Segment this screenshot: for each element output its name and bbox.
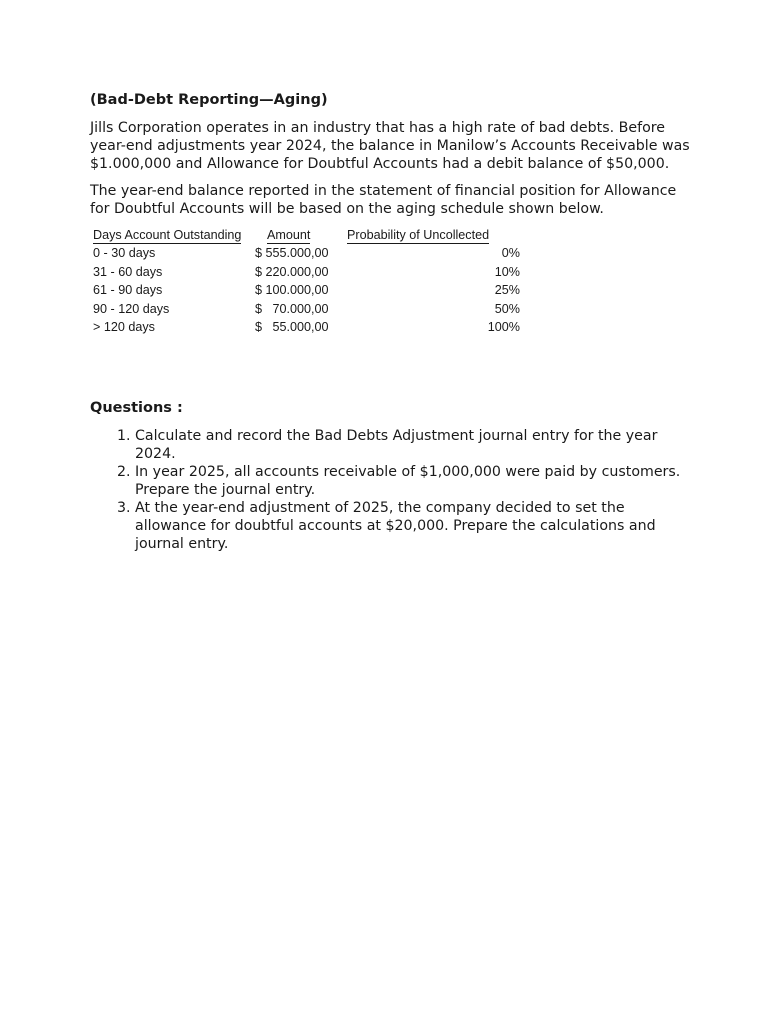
row-probability: 25% bbox=[494, 283, 520, 297]
question-item: 2. In year 2025, all accounts receivable of $1,000,000 were paid by customers. Prepare the journal entry. bbox=[135, 463, 690, 499]
document-page bbox=[90, 91, 690, 553]
row-probability: 0% bbox=[501, 246, 520, 260]
row-amount: $ 100.000,00 bbox=[255, 283, 329, 297]
aging-description-paragraph: The year-end balance reported in the statement of financial position for Allowance for Doubtful Accounts will be based on the aging schedule shown below. bbox=[90, 183, 677, 217]
header-amount: Amount bbox=[267, 228, 311, 242]
row-days: 0 - 30 days bbox=[93, 246, 156, 260]
header-days-outstanding: Days Account Outstanding bbox=[93, 228, 242, 242]
row-probability: 50% bbox=[494, 302, 520, 316]
row-amount: $ 70.000,00 bbox=[255, 302, 329, 316]
row-amount: $ 55.000,00 bbox=[255, 320, 329, 334]
row-probability: 10% bbox=[494, 265, 520, 279]
intro-paragraph: Jills Corporation operates in an industry that has a high rate of bad debts. Before year-end adjustments year 2024, the balance in Manilow’s Accounts Receivable was $1.000,000 and Allowance for Doubtful Accounts had a debit balance of $50,000. bbox=[90, 120, 690, 172]
row-amount: $ 555.000,00 bbox=[255, 246, 329, 260]
question-item: 1. Calculate and record the Bad Debts Adjustment journal entry for the year 2024. bbox=[135, 427, 690, 463]
header-probability: Probability of Uncollected bbox=[347, 228, 490, 242]
row-amount: $ 220.000,00 bbox=[255, 265, 329, 279]
aging-schedule-table bbox=[90, 227, 520, 347]
row-days: 61 - 90 days bbox=[93, 283, 163, 297]
row-probability: 100% bbox=[487, 320, 520, 334]
questions-heading: Questions : bbox=[90, 400, 183, 416]
question-item: 3. At the year-end adjustment of 2025, the company decided to set the allowance for doubtful accounts at $20,000. Prepare the calculations and journal entry. bbox=[135, 499, 690, 553]
row-days: > 120 days bbox=[93, 320, 155, 334]
questions-list bbox=[90, 427, 690, 553]
row-days: 90 - 120 days bbox=[93, 302, 170, 316]
row-days: 31 - 60 days bbox=[93, 265, 163, 279]
problem-title: (Bad-Debt Reporting—Aging) bbox=[90, 92, 328, 108]
